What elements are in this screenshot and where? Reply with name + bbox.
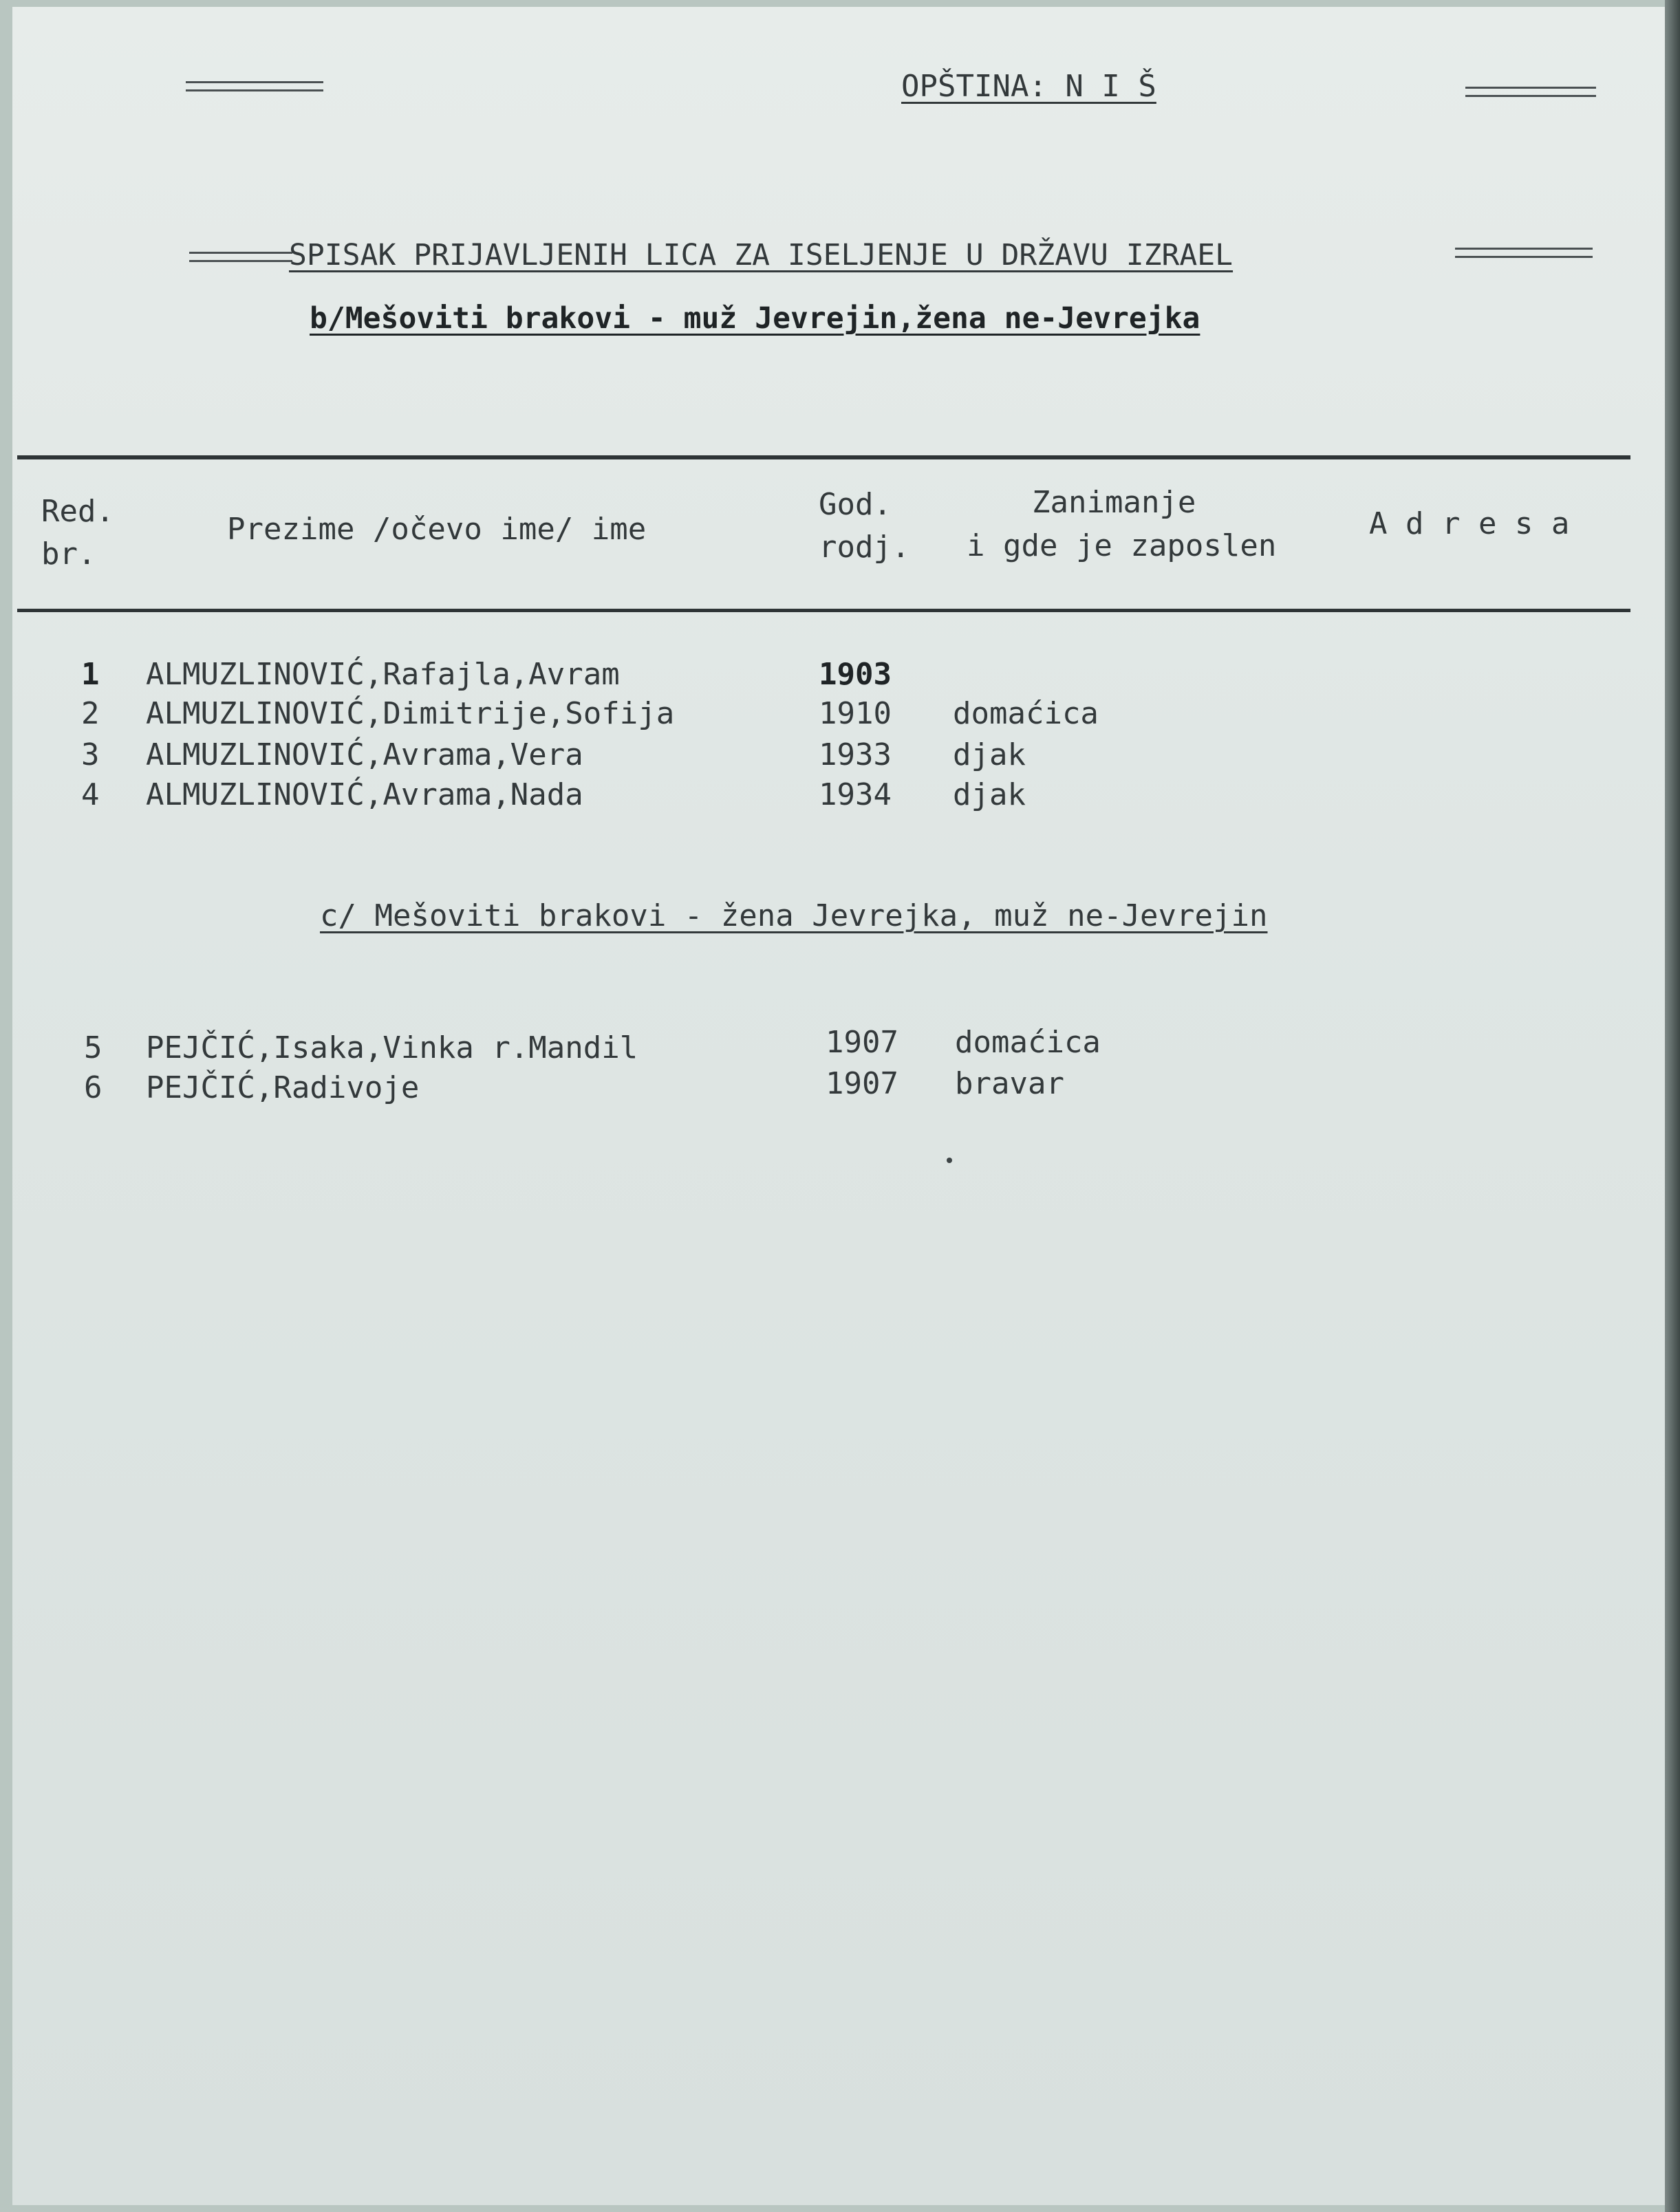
municipality-heading: OPŠTINA: N I Š (901, 69, 1156, 104)
col-occupation-label-1: Zanimanje (1032, 485, 1196, 520)
row-occupation: djak (953, 737, 1026, 772)
row-name: ALMUZLINOVIĆ,Avrama,Nada (146, 777, 583, 812)
row-name: ALMUZLINOVIĆ,Rafajla,Avram (146, 657, 620, 692)
page-edge (1665, 0, 1680, 2212)
row-occupation: bravar (955, 1066, 1064, 1101)
row-name: PEJČIĆ,Isaka,Vinka r.Mandil (146, 1030, 638, 1065)
section-c-heading: c/ Mešoviti brakovi - žena Jevrejka, muž ne-Jevrejin (320, 898, 1268, 933)
header-right-rule (1465, 87, 1596, 97)
title-right-rule (1455, 248, 1593, 258)
row-year: 1903 (819, 657, 892, 692)
row-occupation: djak (953, 777, 1026, 812)
row-number: 2 (81, 696, 100, 731)
row-year: 1907 (826, 1025, 898, 1060)
row-name: PEJČIĆ,Radivoje (146, 1070, 420, 1105)
row-number: 3 (81, 737, 100, 772)
row-number: 4 (81, 777, 100, 812)
col-year-label-2: rodj. (819, 530, 910, 565)
section-b-heading: b/Mešoviti brakovi - muž Jevrejin,žena ne-Jevrejka (310, 301, 1200, 336)
header-left-rule (186, 81, 323, 91)
row-year: 1934 (819, 777, 892, 812)
col-year-label-1: God. (819, 487, 892, 522)
row-number: 5 (84, 1030, 103, 1065)
row-number: 1 (81, 657, 100, 692)
row-occupation: domaćica (955, 1025, 1101, 1060)
title-left-rule (189, 252, 292, 262)
row-occupation: domaćica (953, 696, 1099, 731)
ink-dot (947, 1158, 952, 1163)
document-page (12, 7, 1669, 2205)
row-year: 1910 (819, 696, 892, 731)
row-year: 1907 (826, 1066, 898, 1101)
row-year: 1933 (819, 737, 892, 772)
table-top-rule (17, 455, 1630, 459)
col-name-label: Prezime /očevo ime/ ime (227, 512, 647, 547)
col-address-label: A d r e s a (1369, 506, 1570, 541)
col-no-label-2: br. (41, 536, 96, 572)
row-number: 6 (84, 1070, 103, 1105)
table-header-bottom-rule (17, 609, 1630, 612)
row-name: ALMUZLINOVIĆ,Avrama,Vera (146, 737, 583, 772)
col-occupation-label-2: i gde je zaposlen (967, 528, 1277, 563)
col-no-label-1: Red. (41, 494, 114, 529)
document-title: SPISAK PRIJAVLJENIH LICA ZA ISELJENJE U DRŽAVU IZRAEL (289, 238, 1234, 272)
row-name: ALMUZLINOVIĆ,Dimitrije,Sofija (146, 696, 675, 731)
